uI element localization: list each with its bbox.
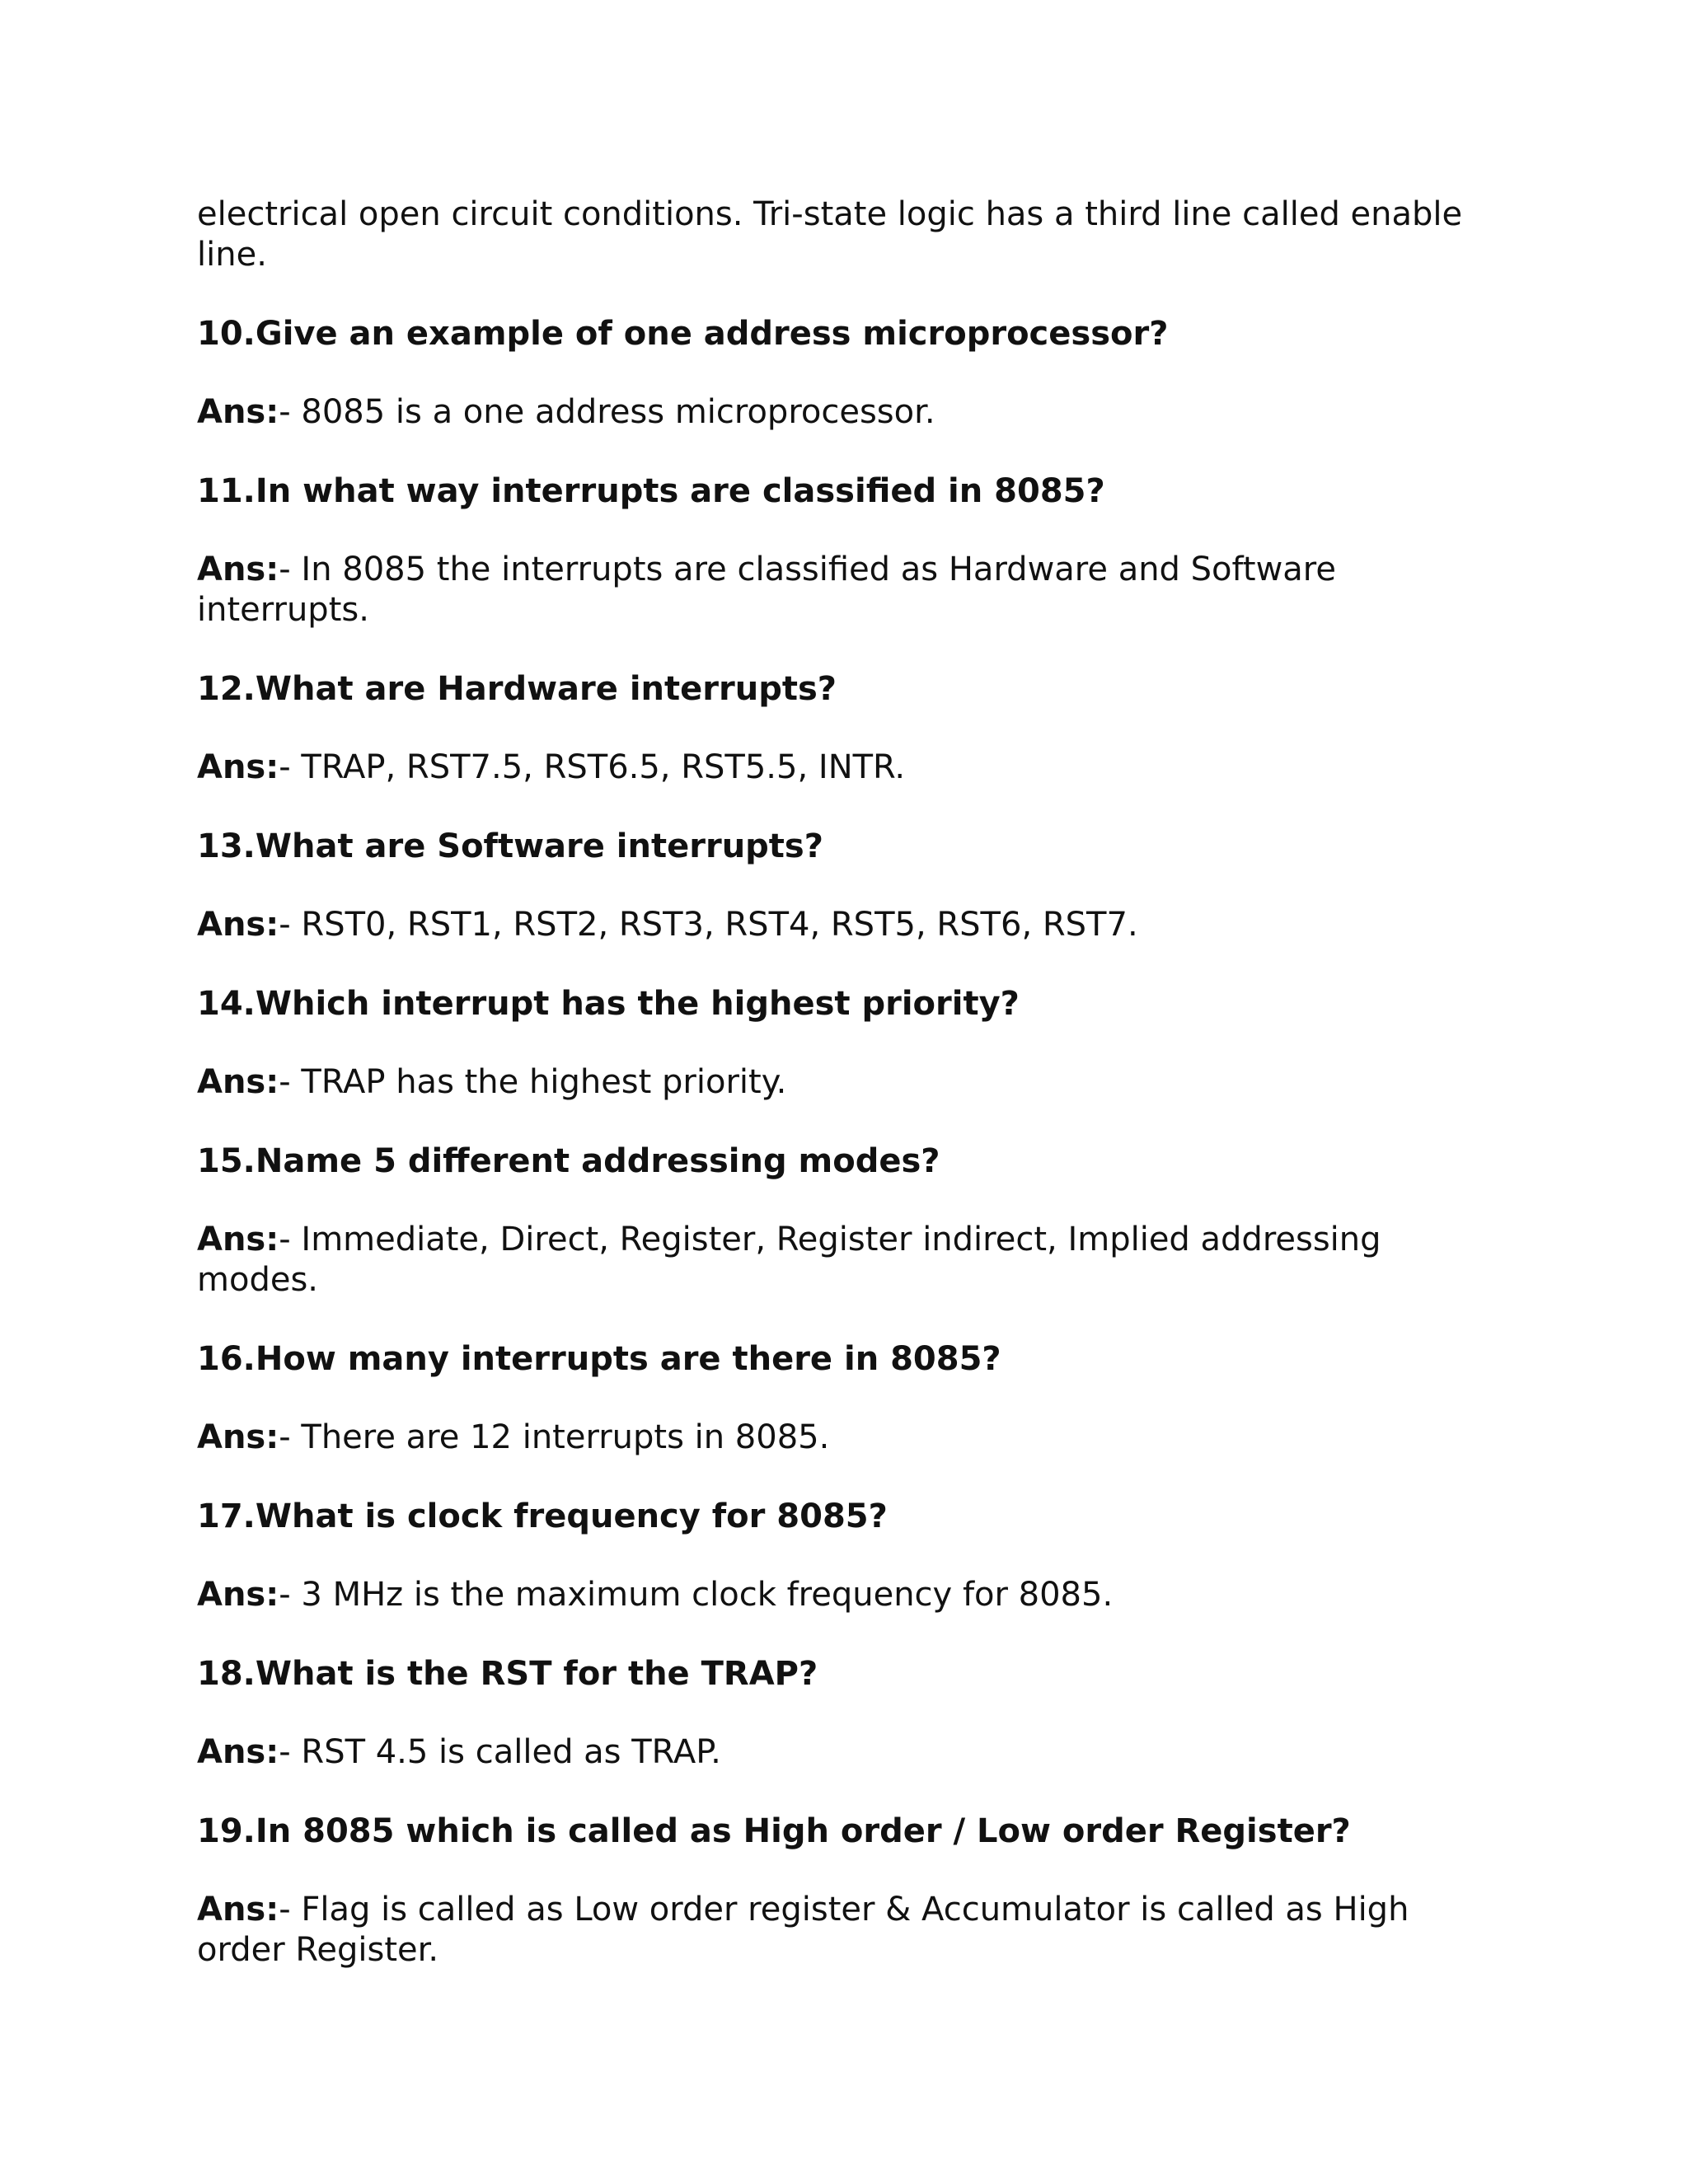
answer-paragraph bbox=[197, 1732, 1483, 1773]
answer-label: Ans: bbox=[197, 748, 279, 786]
qa-item-15 bbox=[197, 1141, 1483, 1301]
question-heading: 16.How many interrupts are there in 8085? bbox=[197, 1340, 1001, 1378]
answer-text: - 3 MHz is the maximum clock frequency for 8085. bbox=[279, 1576, 1114, 1614]
answer-label: Ans: bbox=[197, 1576, 279, 1614]
question-heading: 14.Which interrupt has the highest priority? bbox=[197, 985, 1020, 1023]
question-heading: 17.What is clock frequency for 8085? bbox=[197, 1497, 888, 1535]
answer-label: Ans: bbox=[197, 1063, 279, 1101]
qa-item-19 bbox=[197, 1811, 1483, 1971]
question-heading: 11.In what way interrupts are classified in 8085? bbox=[197, 472, 1105, 510]
question-heading: 13.What are Software interrupts? bbox=[197, 827, 823, 865]
qa-item-10 bbox=[197, 314, 1483, 433]
qa-item-11 bbox=[197, 471, 1483, 630]
answer-label: Ans: bbox=[197, 1221, 279, 1258]
question-heading: 18.What is the RST for the TRAP? bbox=[197, 1655, 818, 1693]
answer-label: Ans: bbox=[197, 393, 279, 431]
answer-label: Ans: bbox=[197, 1891, 279, 1929]
answer-paragraph bbox=[197, 1220, 1483, 1301]
answer-paragraph bbox=[197, 392, 1483, 433]
answer-paragraph bbox=[197, 550, 1483, 630]
question-heading: 15.Name 5 different addressing modes? bbox=[197, 1142, 940, 1180]
question-heading: 19.In 8085 which is called as High order / Low order Register? bbox=[197, 1812, 1351, 1850]
answer-text: - In 8085 the interrupts are classified as Hardware and Software interrupts. bbox=[197, 551, 1336, 629]
answer-paragraph bbox=[197, 905, 1483, 945]
qa-item-14 bbox=[197, 984, 1483, 1103]
answer-label: Ans: bbox=[197, 1418, 279, 1456]
qa-item-13 bbox=[197, 827, 1483, 945]
question-heading: 10.Give an example of one address microprocessor? bbox=[197, 315, 1169, 353]
answer-paragraph bbox=[197, 1062, 1483, 1103]
answer-label: Ans: bbox=[197, 1733, 279, 1771]
qa-item-16 bbox=[197, 1339, 1483, 1458]
answer-text: - TRAP has the highest priority. bbox=[279, 1063, 787, 1101]
qa-item-12 bbox=[197, 669, 1483, 788]
question-heading: 12.What are Hardware interrupts? bbox=[197, 670, 837, 708]
answer-label: Ans: bbox=[197, 551, 279, 588]
answer-paragraph bbox=[197, 1575, 1483, 1615]
answer-paragraph bbox=[197, 1418, 1483, 1458]
answer-text: - RST0, RST1, RST2, RST3, RST4, RST5, RST6, RST7. bbox=[279, 906, 1138, 944]
qa-item-18 bbox=[197, 1654, 1483, 1773]
answer-text: - Immediate, Direct, Register, Register indirect, Implied addressing modes. bbox=[197, 1221, 1381, 1299]
answer-text: - Flag is called as Low order register & Accumulator is called as High order Register. bbox=[197, 1891, 1409, 1969]
answer-paragraph bbox=[197, 1890, 1483, 1971]
answer-text: - There are 12 interrupts in 8085. bbox=[279, 1418, 830, 1456]
qa-item-17 bbox=[197, 1497, 1483, 1615]
answer-paragraph bbox=[197, 748, 1483, 788]
intro-paragraph: electrical open circuit conditions. Tri-state logic has a third line called enable line. bbox=[197, 195, 1463, 274]
document-page bbox=[197, 194, 1483, 2009]
answer-text: - TRAP, RST7.5, RST6.5, RST5.5, INTR. bbox=[279, 748, 906, 786]
answer-label: Ans: bbox=[197, 906, 279, 944]
answer-text: - 8085 is a one address microprocessor. bbox=[279, 393, 935, 431]
answer-text: - RST 4.5 is called as TRAP. bbox=[279, 1733, 721, 1771]
